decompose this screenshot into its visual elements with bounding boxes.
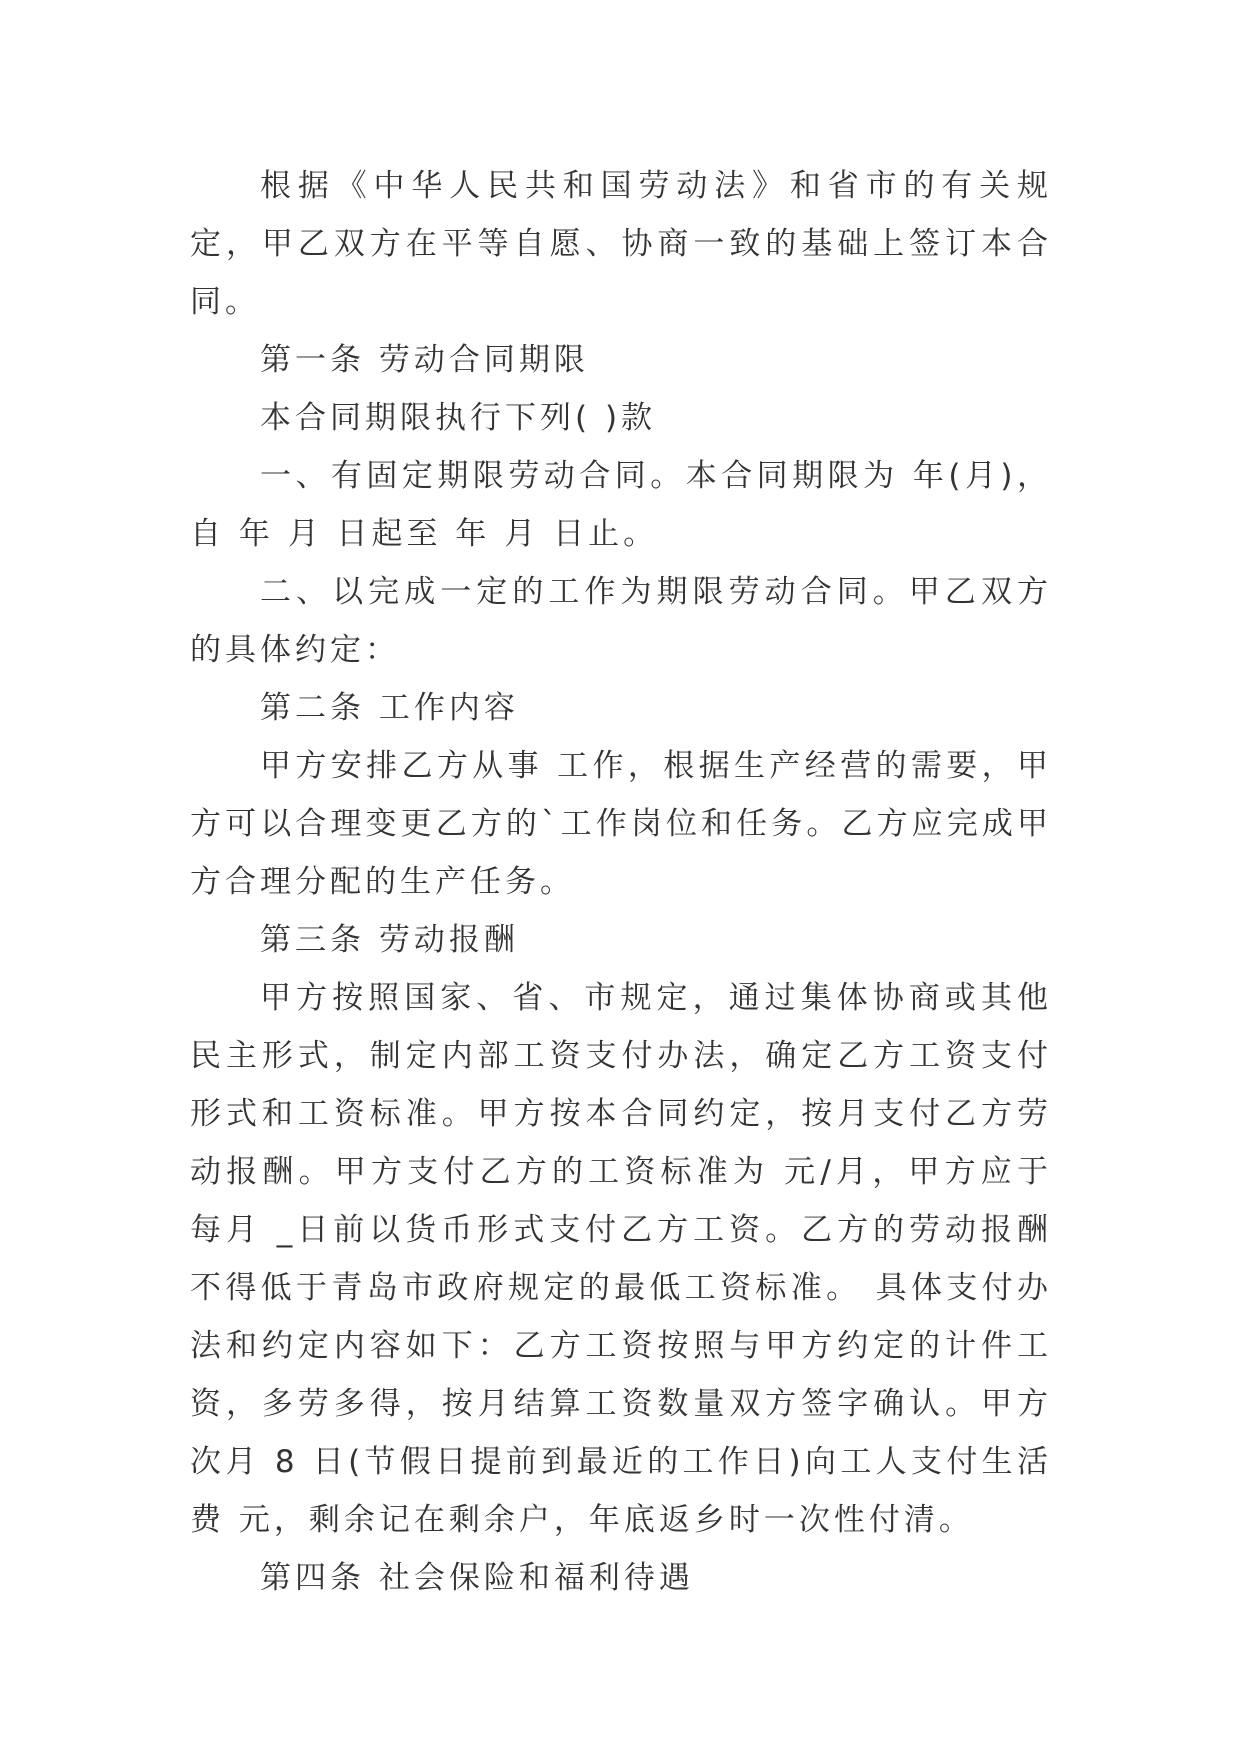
preamble-paragraph: 根据《中华人民共和国劳动法》和省市的有关规定，甲乙双方在平等自愿、协商一致的基础上签订本合同。 [190,168,1052,320]
article-1-clause-1: 一、有固定期限劳动合同。本合同期限为 年(月)，自 年 月 日起至 年 月 日止。 [190,458,1052,552]
article-1-clause-2: 二、以完成一定的工作为期限劳动合同。甲乙双方的具体约定： [190,574,1052,668]
article-3-heading: 第三条 劳动报酬 [260,922,519,958]
article-3-body: 甲方按照国家、省、市规定，通过集体协商或其他民主形式，制定内部工资支付办法，确定乙方工资支付形式和工资标准。甲方按本合同约定，按月支付乙方劳动报酬。甲方支付乙方的工资标准为 元/月，甲方应于每月 _日前以货币形式支付乙方工资。乙方的劳动报酬不得低于青岛市政府规定的最低工资标准。 具体支付办法和约定内容如下：乙方工资按照与甲方约定的计件工资，多劳多得，按月结算工资数量双方签字确认。甲方次月 8 日(节假日提前到最近的工作日)向工人支付生活费 元，剩余记在剩余户，年底返乡时一次性付清。 [190,980,1052,1538]
article-1-intro: 本合同期限执行下列( )款 [260,400,657,436]
contract-body [190,157,1052,1607]
article-1-heading: 第一条 劳动合同期限 [260,342,589,378]
article-2-heading: 第二条 工作内容 [260,690,519,726]
article-2-body: 甲方安排乙方从事 工作，根据生产经营的需要，甲方可以合理变更乙方的`工作岗位和任务。乙方应完成甲方合理分配的生产任务。 [190,748,1052,900]
article-4-heading: 第四条 社会保险和福利待遇 [260,1560,694,1596]
